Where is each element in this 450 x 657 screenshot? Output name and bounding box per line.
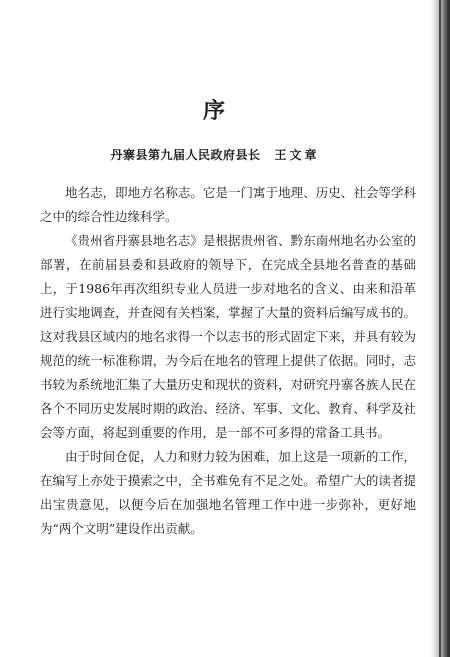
byline: [0, 146, 430, 163]
paragraph-2: 《贵州省丹寨县地名志》是根据贵州省、黔东南州地名办公室的部署，在前届县委和县政府的领导下，在完成全县地名普查的基础上，于1986年再次组织专业人员进一步对地名的含义、由来和沿革进行实地调查，并查阅有关档案，掌握了大量的资料后编写成书的。这对我县区域内的地名求得一个以志书的形式固定下来，并具有较为规范的统一标准称谓，为今后在地名的管理上提供了依据。同时，志书较为系统地汇集了大量历史和现状的资料，对研究丹寨各族人民在各个不同历史发展时期的政治、经济、军事、文化、教育、科学及社会等方面，将起到重要的作用，是一部不可多得的常备工具书。: [40, 233, 416, 440]
preface-body: [40, 181, 416, 541]
page-title: 序: [202, 98, 227, 124]
binding-line: [439, 0, 441, 657]
byline-position: 丹寨县第九届人民政府县长: [110, 148, 261, 162]
byline-author: 王文章: [274, 148, 320, 162]
paragraph-1: 地名志，即地方名称志。它是一门寓于地理、历史、社会等学科之中的综合性边缘科学。: [40, 185, 416, 224]
paragraph-3: 由于时间仓促，人力和财力较为困难，加上这是一项新的工作，在编写上亦处于摸索之中，全书难免有不足之处。希望广大的读者提出宝贵意见，以便今后在加强地名管理工作中进一步弥补，更好地为“两个文明”建设作出贡献。: [40, 449, 416, 536]
